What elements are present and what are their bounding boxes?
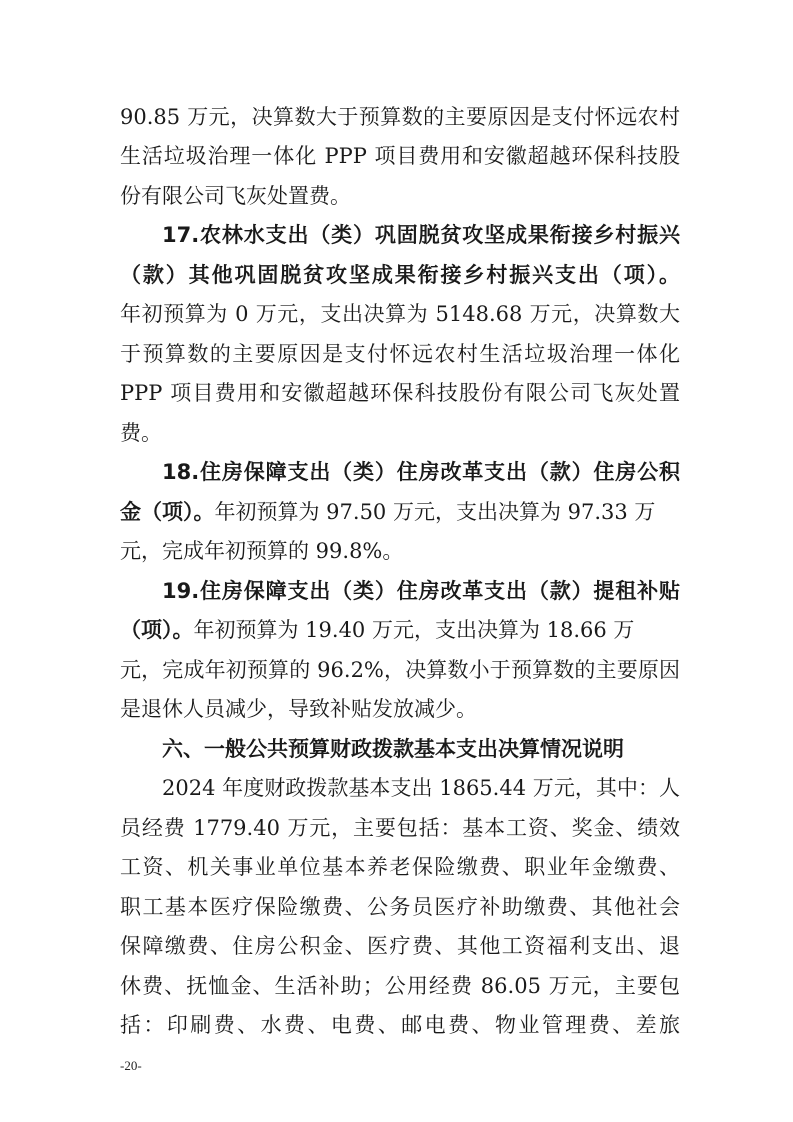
item-19-budget-text: 年初预算为 19.40 万元，支出决算为 18.66 万 [193, 618, 635, 643]
body-text-line: 费。 [120, 420, 162, 445]
body-text-line: 90.85 万元，决算数大于预算数的主要原因是支付怀远农村 [120, 105, 680, 129]
body-text-line: PPP 项目费用和安徽超越环保科技股份有限公司飞灰处置 [120, 381, 680, 406]
body-text-line: 于预算数的主要原因是支付怀远农村生活垃圾治理一体化 [120, 341, 680, 366]
body-text-line: 年初预算为 0 万元，支出决算为 5148.68 万元，决算数大 [120, 302, 680, 327]
body-text-line: 保障缴费、住房公积金、医疗费、其他工资福利支出、退 [120, 934, 680, 959]
body-text-line: 员经费 1779.40 万元，主要包括：基本工资、奖金、绩效 [120, 815, 680, 840]
body-text-line: 份有限公司飞灰处置费。 [120, 183, 351, 208]
body-text-line: 工资、机关事业单位基本养老保险缴费、职业年金缴费、 [120, 855, 680, 880]
item-19-line2 [120, 615, 680, 645]
item-17-heading: 17.农林水支出（类）巩固脱贫攻坚成果衔接乡村振兴 [162, 223, 680, 248]
page-number: -20- [120, 1058, 142, 1073]
item-17-heading-cont: （款）其他巩固脱贫攻坚成果衔接乡村振兴支出（项）。 [120, 262, 680, 287]
item-18-heading-tail: 金（项）。 [120, 499, 215, 524]
body-text-line: 是退休人员减少，导致补贴发放减少。 [120, 697, 477, 722]
item-18-line2 [120, 497, 680, 527]
item-19-heading-tail: （项）。 [120, 618, 194, 643]
item-18-heading: 18.住房保障支出（类）住房改革支出（款）住房公积 [162, 460, 680, 485]
body-text-line: 元，完成年初预算的 96.2%，决算数小于预算数的主要原因 [120, 657, 680, 682]
section-6-title: 六、一般公共预算财政拨款基本支出决算情况说明 [162, 736, 624, 761]
body-text-line: 括：印刷费、水费、电费、邮电费、物业管理费、差旅 [120, 1013, 680, 1037]
body-text-line: 元，完成年初预算的 99.8%。 [120, 539, 404, 564]
body-text-line: 职工基本医疗保险缴费、公务员医疗补助缴费、其他社会 [120, 894, 680, 919]
body-text-line: 2024 年度财政拨款基本支出 1865.44 万元，其中：人 [162, 776, 680, 801]
item-18-budget-text: 年初预算为 97.50 万元，支出决算为 97.33 万 [214, 499, 656, 524]
body-text-line: 休费、抚恤金、生活补助；公用经费 86.05 万元，主要包 [120, 973, 680, 998]
body-text-line: 生活垃圾治理一体化 PPP 项目费用和安徽超越环保科技股 [120, 144, 680, 169]
item-19-heading: 19.住房保障支出（类）住房改革支出（款）提租补贴 [162, 578, 680, 603]
